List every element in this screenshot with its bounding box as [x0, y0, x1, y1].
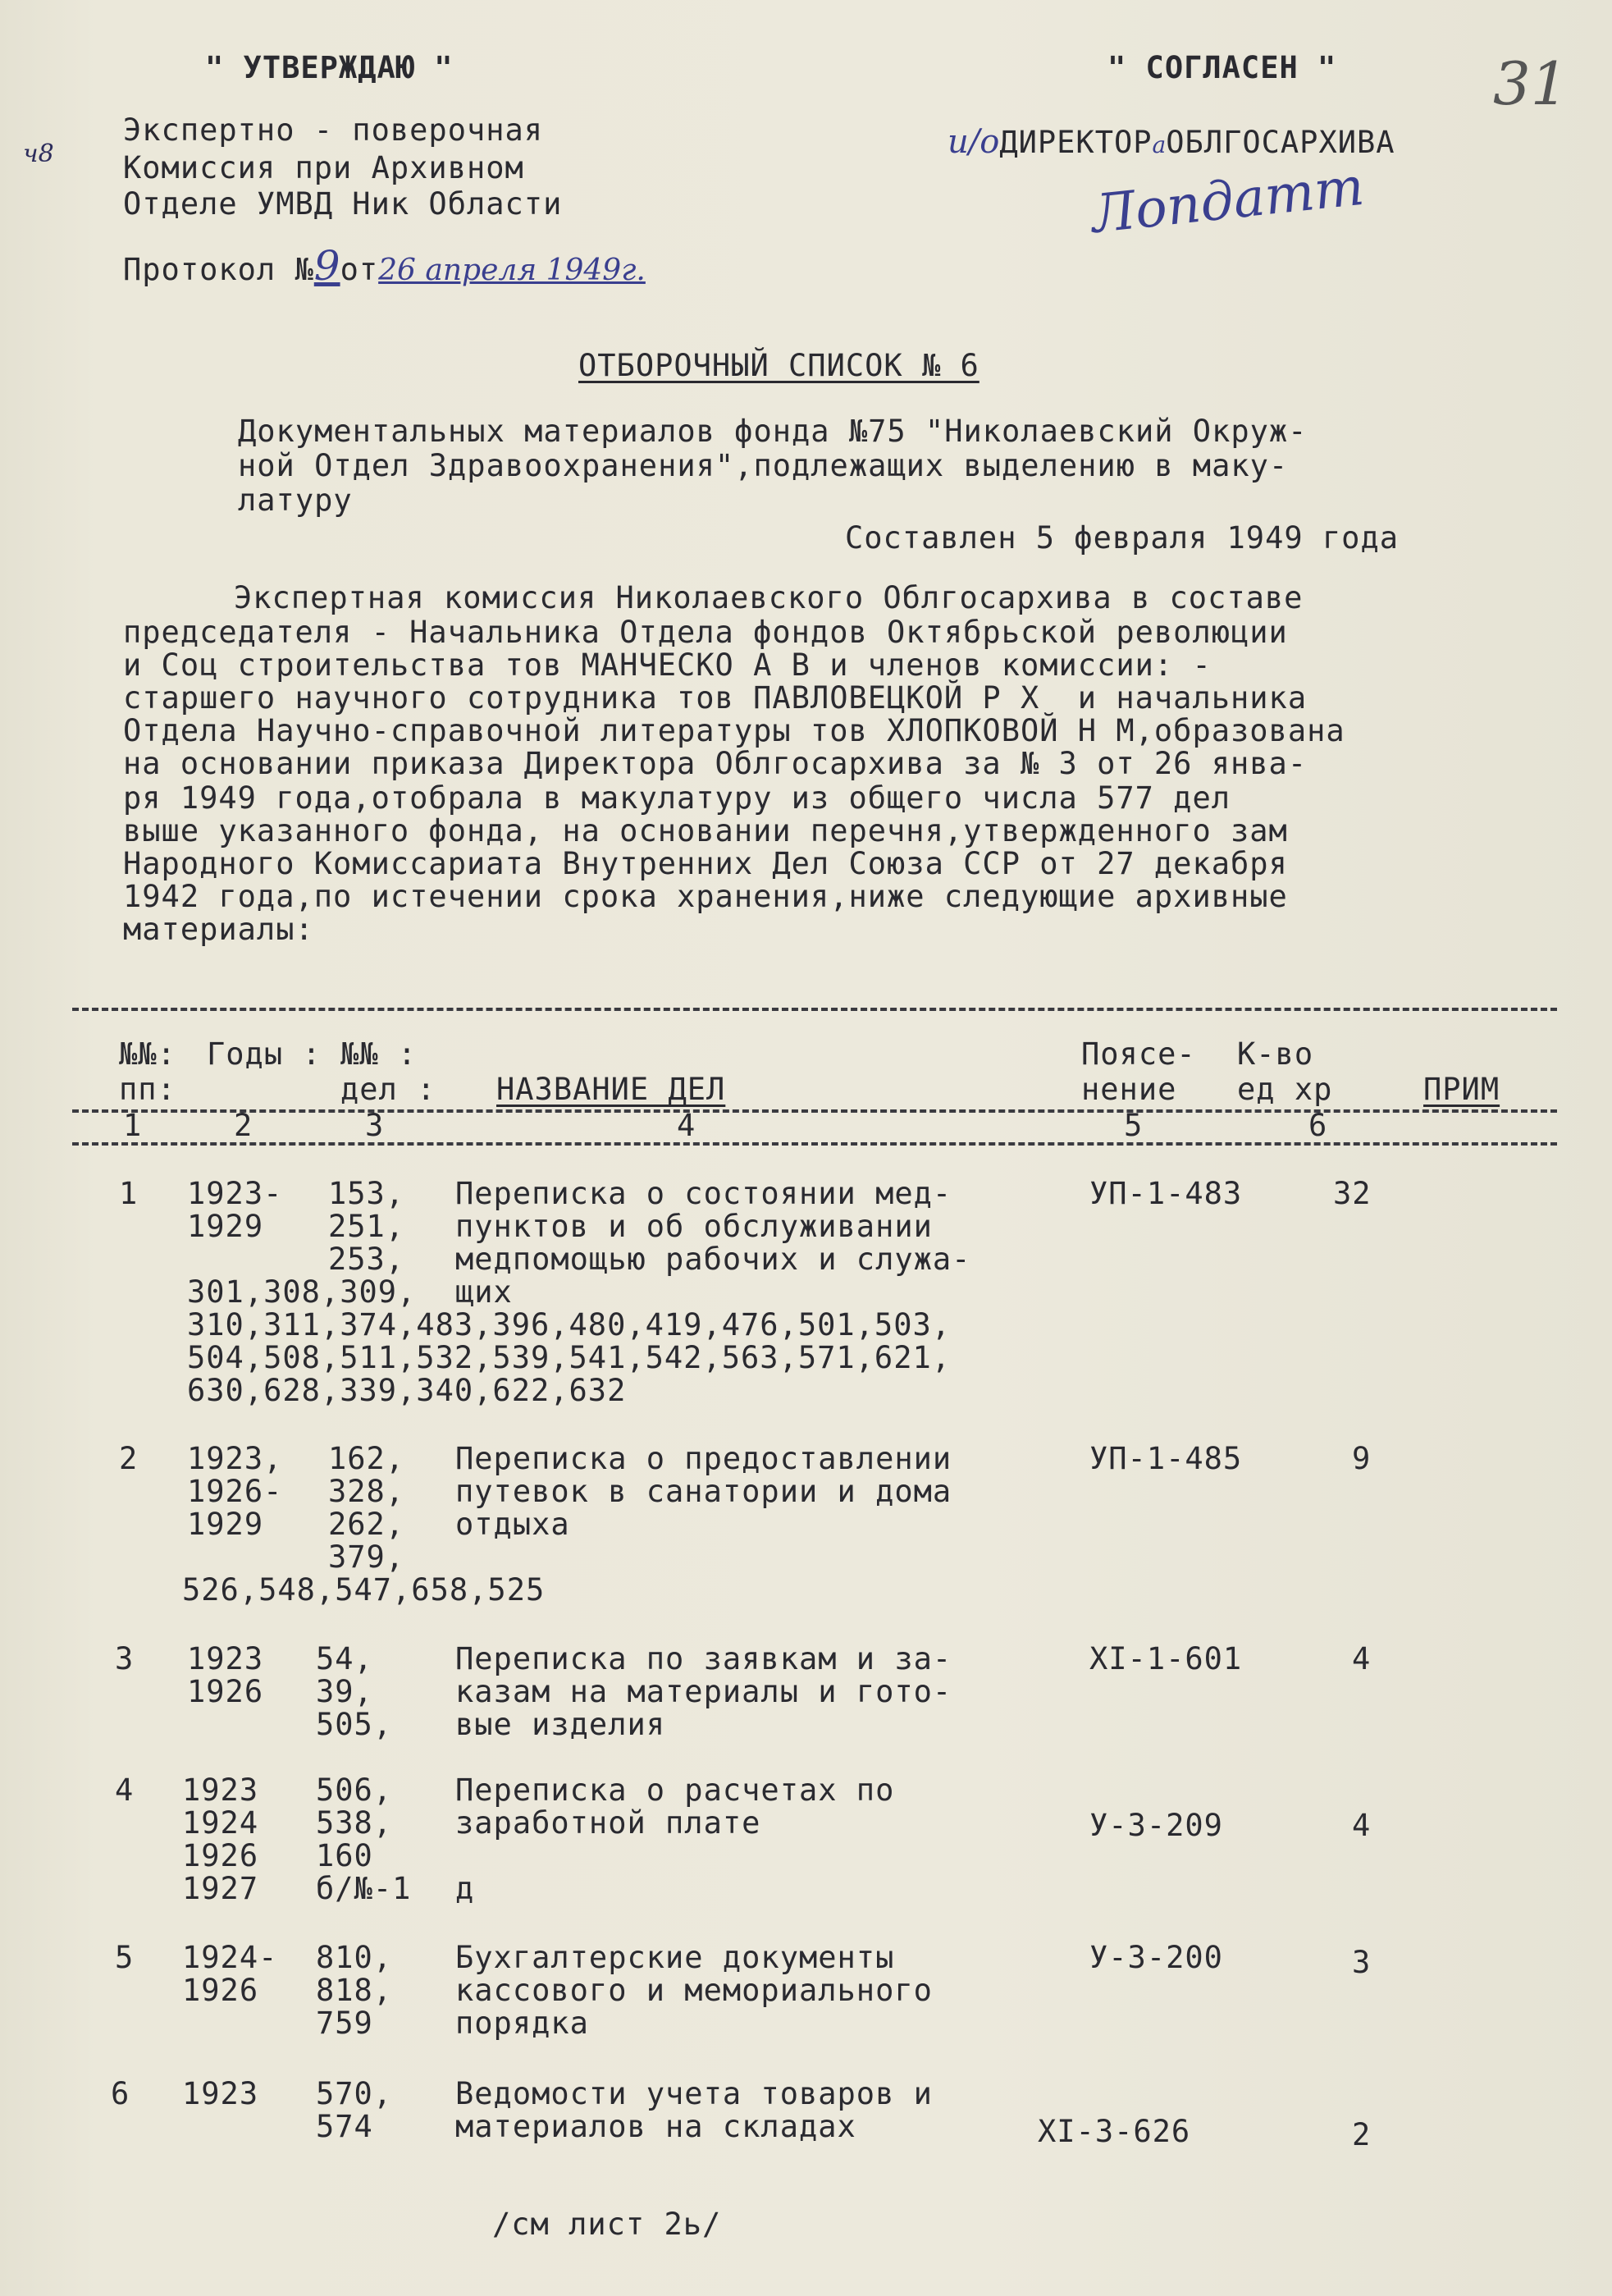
- row3-name-3: вые изделия: [455, 1707, 666, 1742]
- row5-explain: У-3-200: [1089, 1940, 1223, 1975]
- header-count-1: К-во: [1237, 1036, 1314, 1072]
- body-line-11: материалы:: [123, 912, 314, 947]
- row1-name-4: щих: [455, 1274, 513, 1310]
- row1-name-3: медпомощью рабочих и служа-: [455, 1242, 971, 1277]
- table-header-rule: [72, 1109, 1557, 1113]
- table-top-rule: [72, 1008, 1557, 1011]
- row6-name-2: материалов на складах: [455, 2109, 856, 2144]
- protocol-from: от: [340, 252, 379, 287]
- row3-name-1: Переписка по заявкам и за-: [455, 1641, 952, 1676]
- header-name: НАЗВАНИЕ ДЕЛ: [496, 1072, 726, 1107]
- commission-line-2: Комиссия при Архивном: [123, 150, 524, 185]
- row4-case-4: б/№-1: [316, 1871, 412, 1906]
- colnum-5: 5: [1124, 1108, 1144, 1143]
- row4-case-1: 506,: [316, 1772, 393, 1808]
- row2-num: 2: [119, 1441, 139, 1476]
- director-line: [948, 123, 1395, 161]
- corner-number: 31: [1493, 49, 1569, 118]
- row1-extra-1: 301,308,309,: [187, 1274, 417, 1310]
- header-count-2: ед хр: [1237, 1072, 1333, 1107]
- header-explain-1: Поясе-: [1081, 1036, 1196, 1072]
- row5-year-2: 1926: [182, 1973, 259, 2008]
- subtitle-line-1: Документальных материалов фонда №75 "Николаевский Окруж-: [238, 414, 1308, 449]
- row6-year-1: 1923: [182, 2076, 259, 2111]
- row6-name-1: Ведомости учета товаров и: [455, 2076, 933, 2111]
- row2-explain: УП-1-485: [1089, 1441, 1243, 1476]
- row3-case-1: 54,: [316, 1641, 373, 1676]
- row1-explain: УП-1-483: [1089, 1176, 1243, 1211]
- row2-name-3: отдыха: [455, 1507, 570, 1542]
- row1-extra-3: 504,508,511,532,539,541,542,563,571,621,: [187, 1340, 952, 1375]
- header-cases-2: дел :: [340, 1072, 436, 1107]
- row4-name-1: Переписка о расчетах по: [455, 1772, 895, 1808]
- row2-case-3: 262,: [328, 1507, 405, 1542]
- colnum-4: 4: [677, 1108, 696, 1143]
- header-explain-2: нение: [1081, 1072, 1177, 1107]
- row4-year-1: 1923: [182, 1772, 259, 1808]
- row4-name-4: д: [455, 1871, 475, 1906]
- body-line-1: Экспертная комиссия Николаевского Облгосархива в составе: [234, 580, 1304, 615]
- body-line-6: на основании приказа Директора Облгосархива за № 3 от 26 янва-: [123, 746, 1308, 781]
- row5-name-1: Бухгалтерские документы: [455, 1940, 895, 1975]
- director-title: ДИРЕКТОР: [999, 125, 1153, 160]
- row3-year-2: 1926: [187, 1674, 264, 1709]
- row2-year-2: 1926-: [187, 1474, 283, 1509]
- row3-year-1: 1923: [187, 1641, 264, 1676]
- row1-year-2: 1929: [187, 1209, 264, 1244]
- protocol-prefix: Протокол №: [123, 252, 314, 287]
- row2-extra-1: 526,548,547,658,525: [182, 1572, 546, 1608]
- header-cases-1: №№ :: [340, 1036, 418, 1072]
- row5-num: 5: [115, 1940, 135, 1975]
- row1-num: 1: [119, 1176, 139, 1211]
- colnum-2: 2: [234, 1108, 253, 1143]
- row1-case-3: 253,: [328, 1242, 405, 1277]
- header-num-2: пп:: [119, 1072, 176, 1107]
- row6-explain: XI-3-626: [1038, 2114, 1191, 2149]
- row5-year-1: 1924-: [182, 1940, 278, 1975]
- row1-count: 32: [1333, 1176, 1372, 1211]
- signature: Лопдатт: [1089, 156, 1368, 246]
- row4-case-2: 538,: [316, 1805, 393, 1841]
- row4-case-3: 160: [316, 1838, 373, 1873]
- subtitle-line-3: латуру: [238, 483, 353, 518]
- margin-note: ч8: [23, 139, 54, 168]
- row1-extra-2: 310,311,374,483,396,480,419,476,501,503,: [187, 1307, 952, 1342]
- row4-explain: У-3-209: [1089, 1808, 1223, 1843]
- body-line-8: выше указанного фонда, на основании перечня,утвержденного зам: [123, 813, 1288, 848]
- row2-name-1: Переписка о предоставлении: [455, 1441, 952, 1476]
- row1-year-1: 1923-: [187, 1176, 283, 1211]
- subtitle-line-2: ной Отдел Здравоохранения",подлежащих выделению в маку-: [238, 448, 1289, 483]
- compiled-date: Составлен 5 февраля 1949 года: [845, 520, 1400, 556]
- document-title: ОТБОРОЧНЫЙ СПИСОК № 6: [578, 348, 980, 383]
- row4-count: 4: [1352, 1808, 1372, 1843]
- approve-stamp-left: " УТВЕРЖДАЮ ": [205, 50, 454, 85]
- row6-num: 6: [111, 2076, 130, 2111]
- body-line-4: старшего научного сотрудника тов ПАВЛОВЕЦКОЙ Р Х и начальника: [123, 680, 1308, 716]
- row5-name-2: кассового и мемориального: [455, 1973, 933, 2008]
- row4-name-2: заработной плате: [455, 1805, 761, 1841]
- body-line-2: председателя - Начальника Отдела фондов Октябрьской революции: [123, 615, 1288, 650]
- table-colnum-rule: [72, 1142, 1557, 1146]
- row5-case-1: 810,: [316, 1940, 393, 1975]
- header-years: Годы :: [207, 1036, 322, 1072]
- colnum-3: 3: [365, 1108, 385, 1143]
- row6-case-2: 574: [316, 2109, 373, 2144]
- commission-line-1: Экспертно - поверочная: [123, 112, 544, 148]
- protocol-number: 9: [313, 242, 340, 290]
- row4-year-4: 1927: [182, 1871, 259, 1906]
- row2-year-1: 1923,: [187, 1441, 283, 1476]
- row1-case-1: 153,: [328, 1176, 405, 1211]
- row4-year-3: 1926: [182, 1838, 259, 1873]
- row3-name-2: казам на материалы и гото-: [455, 1674, 952, 1709]
- row2-case-4: 379,: [328, 1539, 405, 1575]
- row3-count: 4: [1352, 1641, 1372, 1676]
- row4-num: 4: [115, 1772, 135, 1808]
- row2-year-3: 1929: [187, 1507, 264, 1542]
- row2-count: 9: [1352, 1441, 1372, 1476]
- row5-case-2: 818,: [316, 1973, 393, 2008]
- body-line-10: 1942 года,по истечении срока хранения,ниже следующие архивные: [123, 879, 1288, 914]
- row3-case-2: 39,: [316, 1674, 373, 1709]
- row3-num: 3: [115, 1641, 135, 1676]
- director-mid: а: [1152, 131, 1167, 158]
- commission-line-3: Отделе УМВД Ник Области: [123, 186, 563, 222]
- row5-count: 3: [1352, 1945, 1372, 1980]
- row1-name-2: пунктов и об обслуживании: [455, 1209, 933, 1244]
- row5-case-3: 759: [316, 2006, 373, 2041]
- row1-extra-4: 630,628,339,340,622,632: [187, 1373, 627, 1408]
- body-line-3: и Соц строительства тов МАНЧЕСКО А В и членов комиссии: -: [123, 647, 1212, 683]
- colnum-1: 1: [123, 1108, 143, 1143]
- colnum-6: 6: [1308, 1108, 1328, 1143]
- body-line-9: Народного Комиссариата Внутренних Дел Союза ССР от 27 декабря: [123, 846, 1288, 881]
- protocol-line: [123, 242, 646, 290]
- header-num-1: №№:: [119, 1036, 176, 1072]
- row3-explain: XI-1-601: [1089, 1641, 1243, 1676]
- body-line-5: Отдела Научно-справочной литературы тов ХЛОПКОВОЙ Н М,образована: [123, 713, 1345, 748]
- row4-year-2: 1924: [182, 1805, 259, 1841]
- director-org: ОБЛГОСАРХИВА: [1166, 125, 1395, 160]
- row3-case-3: 505,: [316, 1707, 393, 1742]
- row6-case-1: 570,: [316, 2076, 393, 2111]
- approve-stamp-right: " СОГЛАСЕН ": [1107, 50, 1337, 85]
- row1-name-1: Переписка о состоянии мед-: [455, 1176, 952, 1211]
- protocol-date: 26 апреля 1949г.: [378, 254, 646, 287]
- header-note: ПРИМ: [1423, 1072, 1500, 1107]
- continued-note: /см лист 2ь/: [492, 2207, 722, 2242]
- body-line-7: ря 1949 года,отобрала в макулатуру из общего числа 577 дел: [123, 780, 1231, 816]
- row5-name-3: порядка: [455, 2006, 589, 2041]
- row2-case-2: 328,: [328, 1474, 405, 1509]
- row2-name-2: путевок в санатории и дома: [455, 1474, 952, 1509]
- director-prefix: и/о: [948, 123, 1000, 161]
- row2-case-1: 162,: [328, 1441, 405, 1476]
- row1-case-2: 251,: [328, 1209, 405, 1244]
- row6-count: 2: [1352, 2117, 1372, 2152]
